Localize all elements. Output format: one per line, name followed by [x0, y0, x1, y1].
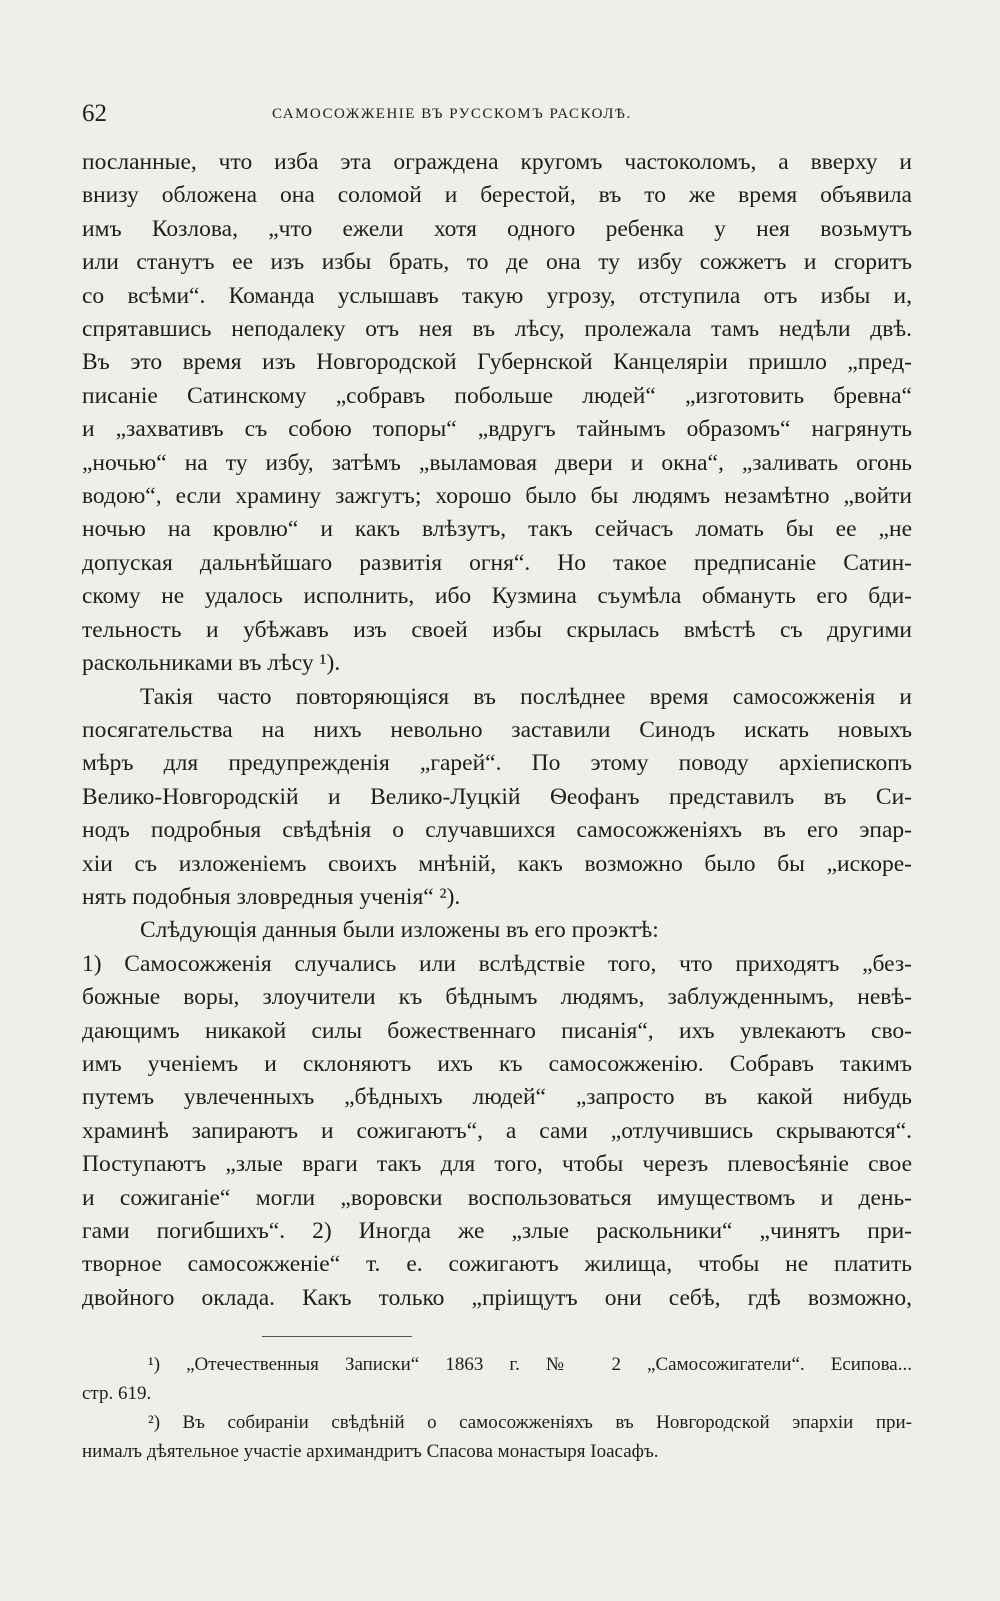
paragraph-start-line: Такія часто повторяющіяся въ послѣднее время самосожженія и: [140, 683, 912, 710]
text-line: или станутъ ее изъ избы брать, то де она ту избу сожжетъ и сгоритъ: [82, 249, 912, 276]
text-line: тельность и убѣжавъ изъ своей избы скрылась вмѣстѣ съ другими: [82, 616, 912, 643]
paragraph-start-line: Слѣдующія данныя были изложены въ его проэктѣ:: [140, 917, 659, 944]
footnote-2-continuation: нималъ дѣятельное участіе архимандритъ Спасова монастыря Іоасафъ.: [82, 1441, 659, 1462]
text-line: гами погибшихъ“. 2) Иногда же „злые раскольники“ „чинятъ при-: [82, 1218, 912, 1244]
running-title: САМОСОЖЖЕНІЕ ВЪ РУССКОМЪ РАСКОЛѢ.: [272, 106, 632, 122]
text-line: раскольниками въ лѣсу ¹).: [82, 650, 341, 677]
text-line: и „захвативъ съ собою топоры“ „вдругъ тайнымъ образомъ“ нагрянуть: [82, 416, 912, 443]
text-line: путемъ увлеченныхъ „бѣдныхъ людей“ „запросто въ какой нибудь: [82, 1084, 912, 1111]
text-line: 1) Самосожженія случались или вслѣдствіе того, что приходятъ „без-: [82, 950, 912, 977]
text-line: двойного оклада. Какъ только „пріищутъ они себѣ, гдѣ возможно,: [82, 1284, 912, 1311]
text-line: божные воры, злоучители къ бѣднымъ людямъ, заблужденнымъ, невѣ-: [82, 984, 912, 1011]
text-line: писаніе Сатинскому „собравъ побольше людей“ „изготовить бревна“: [82, 382, 912, 409]
page-number: 62: [82, 100, 107, 127]
text-line: имъ ученіемъ и склоняютъ ихъ къ самосожженію. Собравъ такимъ: [82, 1050, 912, 1077]
text-line: водою“, если храмину зажгутъ; хорошо было бы людямъ незамѣтно „войти: [82, 483, 912, 510]
footnote-divider: [262, 1336, 412, 1337]
text-line: допуская дальнѣйшаго развитія огня“. Но такое предписаніе Сатин-: [82, 549, 912, 576]
body-text: [82, 146, 912, 1315]
text-line: творное самосожженіе“ т. е. сожигаютъ жилища, чтобы не платить: [82, 1251, 912, 1278]
text-line: спрятавшись неподалеку отъ нея въ лѣсу, пролежала тамъ недѣли двѣ.: [82, 316, 912, 343]
text-line: и сожиганіе“ могли „воровски воспользоваться имуществомъ и день-: [82, 1184, 912, 1211]
text-line: со всѣми“. Команда услышавъ такую угрозу, отступила отъ избы и,: [82, 282, 912, 309]
text-line: скому не удалось исполнить, ибо Кузмина съумѣла обмануть его бди-: [82, 583, 912, 610]
text-line: дающимъ никакой силы божественнаго писанія“, ихъ увлекаютъ сво-: [82, 1017, 912, 1044]
text-line: „ночью“ на ту избу, затѣмъ „выламовая двери и окна“, „заливать огонь: [82, 449, 912, 476]
text-line: нять подобныя зловредныя ученія“ ²).: [82, 883, 461, 910]
text-line: внизу обложена она соломой и берестой, въ то же время объявила: [82, 182, 912, 209]
footnote-1-continuation: стр. 619.: [82, 1383, 152, 1404]
text-line: Велико-Новгородскій и Велико-Луцкій Ѳеофанъ представилъ въ Си-: [82, 783, 912, 810]
text-line: хіи съ изложеніемъ своихъ мнѣній, какъ возможно было бы „искоре-: [82, 850, 912, 877]
text-line: мѣръ для предупрежденія „гарей“. По этому поводу архіепископъ: [82, 750, 912, 777]
text-line: посягательства на нихъ невольно заставили Синодъ искать новыхъ: [82, 716, 912, 743]
footnote-1: ¹) „Отечественныя Записки“ 1863 г. № 2 „Самосожигатели“. Есипова...: [148, 1354, 912, 1375]
text-line: Въ это время изъ Новгородской Губернской Канцеляріи пришло „пред-: [82, 349, 912, 376]
text-line: ночью на кровлю“ и какъ влѣзутъ, такъ сейчасъ ломать бы ее „не: [82, 516, 912, 543]
footnotes: [82, 1350, 912, 1466]
text-line: нодъ подробныя свѣдѣнія о случавшихся самосожженіяхъ въ его эпар-: [82, 817, 912, 844]
text-line: храминѣ запираютъ и сожигаютъ“, а сами „отлучившись скрываются“.: [82, 1117, 912, 1144]
text-line: имъ Козлова, „что ежели хотя одного ребенка у нея возьмутъ: [82, 215, 912, 242]
text-line: Поступаютъ „злые враги такъ для того, чтобы черезъ плевосѣяніе свое: [82, 1151, 912, 1178]
footnote-2: ²) Въ собираніи свѣдѣній о самосожженіяхъ въ Новгородской эпархіи при-: [148, 1412, 912, 1433]
text-line: посланные, что изба эта ограждена кругомъ частоколомъ, а вверху и: [82, 149, 912, 175]
